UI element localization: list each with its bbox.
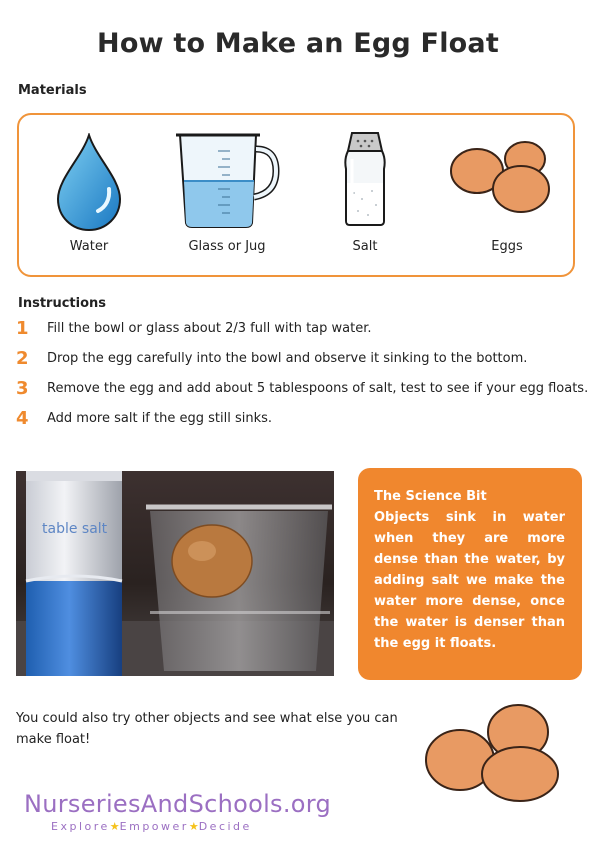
experiment-photo-illustration	[16, 471, 334, 676]
instructions-heading: Instructions	[18, 296, 107, 311]
tagline-word: Decide	[198, 820, 252, 833]
step-text: Remove the egg and add about 5 tablespoons of salt, test to see if your egg floats.	[47, 381, 589, 396]
experiment-photo	[16, 471, 334, 676]
materials-heading: Materials	[18, 83, 87, 98]
footer-text: You could also try other objects and see what else you can make float!	[16, 711, 398, 747]
instruction-list	[16, 318, 589, 429]
instruction-step	[16, 408, 586, 429]
instruction-step	[16, 318, 586, 339]
material-jug	[157, 115, 297, 275]
instruction-step	[16, 378, 595, 399]
material-salt	[295, 115, 435, 275]
material-water	[19, 115, 159, 275]
salt-can-label: table salt	[42, 521, 108, 537]
science-bit-box	[358, 468, 582, 680]
step-number: 2	[16, 348, 29, 369]
science-body: Objects sink in water when they are more dense than the water, by adding salt we make the water more dense, once the water is denser than the egg it floats.	[374, 510, 565, 651]
science-heading: The Science Bit	[374, 489, 487, 504]
material-label: Water	[69, 239, 109, 254]
step-text: Drop the egg carefully into the bowl and observe it sinking to the bottom.	[47, 351, 528, 366]
star-icon: ★	[188, 820, 199, 833]
step-number: 4	[16, 408, 29, 429]
materials-box	[17, 113, 575, 277]
material-label: Glass or Jug	[188, 239, 266, 254]
page-title: How to Make an Egg Float	[97, 28, 499, 59]
material-eggs	[437, 115, 577, 275]
tagline-word: Empower	[119, 820, 189, 833]
eggs-icon	[447, 139, 567, 219]
step-text: Fill the bowl or glass about 2/3 full with tap water.	[47, 321, 372, 336]
brand-logo: NurseriesAndSchools.org	[24, 790, 332, 818]
water-drop-icon	[54, 133, 124, 233]
tagline-word: Explore	[51, 820, 110, 833]
step-text: Add more salt if the egg still sinks.	[47, 411, 273, 426]
measuring-jug-icon	[172, 131, 282, 231]
eggs-illustration	[420, 700, 570, 804]
instruction-step	[16, 348, 586, 369]
salt-shaker-icon	[340, 129, 390, 229]
brand-tagline	[51, 820, 252, 833]
step-number: 3	[16, 378, 29, 399]
step-number: 1	[16, 318, 29, 339]
material-label: Eggs	[491, 239, 523, 254]
star-icon: ★	[109, 820, 120, 833]
material-label: Salt	[352, 239, 378, 254]
